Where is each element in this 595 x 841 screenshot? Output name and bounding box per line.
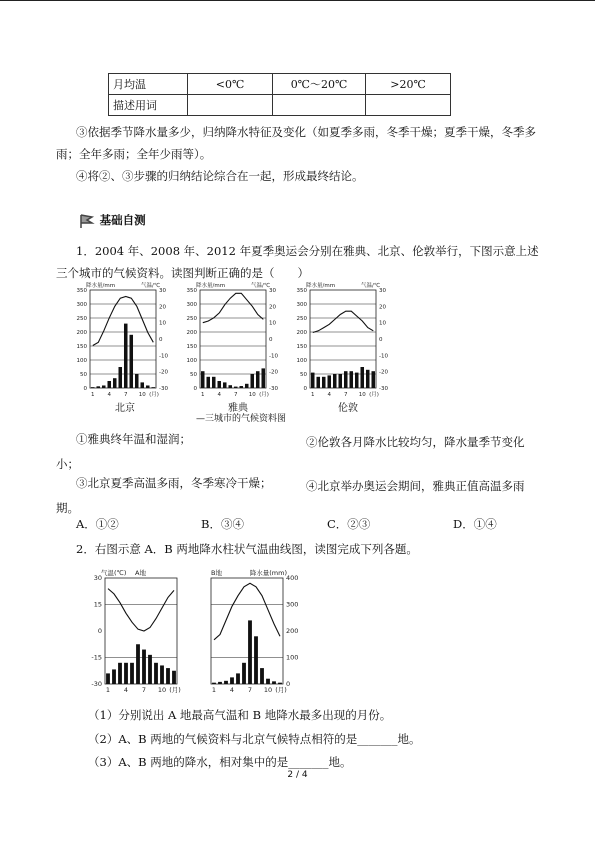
precipitation-bar [344, 371, 348, 388]
precipitation-bar [146, 385, 150, 388]
y-tick-label: 350 [76, 288, 87, 294]
option-c[interactable]: C．②③ [327, 517, 371, 531]
y-tick-label: 100 [186, 358, 197, 364]
y2-tick-label: -20 [379, 369, 388, 376]
x-tick-label: 10 [248, 392, 256, 397]
precipitation-bar [218, 682, 222, 684]
y2-axis-title: 气温/℃ [140, 283, 160, 289]
y-tick-label: 150 [76, 344, 87, 350]
section-title: 基础自测 [99, 213, 146, 227]
x-tick-label: 1 [211, 686, 217, 694]
precipitation-bar [106, 673, 110, 684]
y2-tick-label: 0 [286, 680, 291, 688]
x-tick-label: 1 [91, 392, 95, 397]
x-tick-label: (月) [275, 686, 287, 694]
precipitation-bar [118, 367, 122, 388]
precipitation-bar [250, 374, 254, 388]
y-axis-title: 降水量/mm [196, 283, 226, 289]
step3-text: ③依据季节降水量多少，归纳降水特征及变化（如夏季多雨，冬季干燥；夏季干燥，冬季多雨；全年多雨；全年少雨等）。 [56, 125, 536, 161]
precipitation-bar [360, 367, 364, 388]
chart-label: B地 [211, 569, 222, 577]
chart-athens [187, 282, 279, 397]
x-tick-label: 1 [201, 392, 205, 397]
precipitation-bar [212, 683, 216, 684]
statement-2: ②伦敦各月降水比较均匀，降水量季节变化小； [56, 435, 525, 471]
y-tick-label: 0 [303, 386, 307, 392]
precipitation-bar [239, 386, 243, 388]
precipitation-bar [142, 650, 146, 684]
table-cell [273, 95, 366, 116]
statement-3: ③北京夏季高温多雨，冬季寒冷干燥； [76, 476, 272, 490]
x-tick-label: 7 [141, 686, 147, 694]
y-tick-label: 350 [186, 288, 197, 294]
y-tick-label: 300 [76, 302, 87, 308]
precipitation-bar [266, 679, 270, 684]
y2-axis-title: 降水量(mm) [249, 569, 287, 577]
y-tick-label: 100 [76, 358, 87, 364]
q2-part-1: （1）分别说出 A 地最高气温和 B 地降水最多出现的月份。 [88, 708, 392, 722]
precipitation-bar [322, 377, 326, 388]
precipitation-bar [260, 668, 264, 684]
precipitation-bar [245, 384, 249, 388]
x-tick-label: 4 [107, 392, 111, 397]
y-tick-label: 250 [186, 316, 197, 322]
table-cell [188, 95, 273, 116]
x-tick-label: 4 [217, 392, 221, 397]
y-tick-label: 150 [186, 344, 197, 350]
temperature-description-table [108, 73, 451, 116]
y-tick-label: 50 [80, 372, 87, 378]
y2-tick-label: 0 [159, 337, 163, 343]
precipitation-bar [107, 381, 111, 388]
precipitation-bar [272, 681, 276, 684]
section-heading [78, 212, 146, 229]
y2-tick-label: -10 [269, 353, 278, 360]
table-cell [366, 95, 451, 116]
y2-tick-label: -30 [379, 386, 388, 392]
x-tick-label: 10 [358, 392, 366, 397]
x-tick-label: 7 [247, 686, 253, 694]
table-cell: >20℃ [366, 74, 451, 95]
statement-1: ①雅典终年温和湿润； [76, 432, 191, 446]
y2-tick-label: 30 [379, 288, 386, 294]
precipitation-bar [366, 370, 370, 388]
precipitation-bar [223, 382, 227, 388]
precipitation-bar [130, 663, 134, 684]
x-tick-label: (月) [369, 392, 379, 397]
y-tick-label: 300 [186, 302, 197, 308]
chart-title-athens: 雅典 [228, 403, 248, 414]
y-tick-label: 200 [186, 330, 197, 336]
precipitation-bar [311, 373, 315, 388]
y-axis-title: 降水量/mm [86, 283, 116, 289]
precipitation-bar [349, 371, 353, 388]
chart-a [91, 568, 180, 694]
plot-frame [105, 578, 177, 684]
y-tick-label: 200 [76, 330, 87, 336]
precipitation-bar [248, 620, 252, 684]
question-1-text: 1．2004 年、2008 年、2012 年夏季奥运会分别在雅典、北京、伦敦举行，下图示意上述三个城市的气候资料。读图判断正确的是（ ） [56, 244, 539, 280]
figure-caption: —三城市的气候资料图 [196, 414, 287, 424]
precipitation-bar [217, 381, 221, 388]
precipitation-bar [102, 385, 106, 388]
temperature-line [203, 293, 263, 322]
precipitation-bar [124, 663, 128, 684]
chart-beijing [77, 282, 169, 397]
temperature-line [214, 583, 280, 640]
x-tick-label: 4 [229, 686, 235, 694]
y2-tick-label: 400 [286, 574, 299, 582]
x-tick-label: (月) [169, 686, 181, 694]
y-tick-label: 0 [193, 386, 197, 392]
precipitation-bar [160, 665, 164, 684]
precipitation-bar [256, 371, 260, 388]
precipitation-bar [316, 377, 320, 388]
q2-part-2: （2）A、B 两地的气候资料与北京气候特点相符的是_______地。 [88, 732, 421, 746]
temperature-line [313, 311, 374, 332]
precipitation-bar [172, 671, 176, 684]
y2-tick-label: 20 [159, 304, 166, 311]
y2-tick-label: 30 [269, 288, 276, 294]
y2-tick-label: -10 [159, 353, 168, 360]
y-tick-label: 150 [296, 344, 307, 350]
x-tick-label: 4 [123, 686, 129, 694]
y-tick-label: 0 [83, 386, 87, 392]
y-tick-label: 250 [296, 316, 307, 322]
y2-tick-label: 20 [379, 304, 386, 311]
city-charts [70, 282, 400, 397]
precipitation-bar [166, 668, 170, 684]
y2-axis-title: 气温/℃ [360, 283, 380, 289]
precipitation-bar [124, 324, 128, 388]
y2-tick-label: -30 [269, 386, 278, 392]
precipitation-bar [148, 655, 152, 684]
x-tick-label: 10 [157, 686, 167, 694]
y-tick-label: 30 [93, 574, 102, 582]
precipitation-bar [254, 636, 258, 684]
chart-london [297, 282, 389, 397]
precipitation-bar [278, 683, 282, 684]
question-2-text: 2．右图示意 A．B 两地降水柱状气温曲线图，读图完成下列各题。 [76, 542, 418, 556]
precipitation-bar [230, 677, 234, 684]
y-tick-label: -15 [91, 653, 102, 662]
x-tick-label: 10 [263, 686, 273, 694]
y2-tick-label: 300 [286, 600, 299, 609]
page-top-rule [0, 0, 595, 1]
y2-tick-label: 200 [286, 627, 299, 635]
y-tick-label: 250 [76, 316, 87, 322]
statement-4: ④北京举办奥运会期间，雅典正值高温多雨期。 [56, 479, 525, 515]
ab-charts [85, 562, 315, 697]
y2-tick-label: -30 [159, 386, 168, 392]
precipitation-bar [242, 663, 246, 684]
y-tick-label: 50 [300, 372, 307, 378]
precipitation-bar [355, 373, 359, 388]
y-tick-label: 350 [296, 288, 307, 294]
precipitation-bar [129, 335, 133, 388]
option-b[interactable]: B．③④ [201, 517, 244, 531]
flag-icon [78, 213, 96, 229]
y2-axis-title: 气温/℃ [250, 283, 270, 289]
table-cell: 月均温 [109, 74, 188, 95]
precipitation-bar [112, 669, 116, 684]
y-axis-title: 降水量/mm [306, 283, 336, 289]
x-tick-label: 1 [311, 392, 315, 397]
y-tick-label: 300 [296, 302, 307, 308]
precipitation-bar [113, 378, 117, 388]
x-tick-label: 1 [105, 686, 111, 694]
table-cell: 0℃～20℃ [273, 74, 366, 95]
precipitation-bar [136, 644, 140, 684]
y2-tick-label: -10 [379, 353, 388, 360]
precipitation-bar [212, 377, 216, 388]
table-cell: <0℃ [188, 74, 273, 95]
y2-tick-label: 10 [269, 320, 276, 327]
step4-text: ④将②、③步骤的归纳结论综合在一起，形成最终结论。 [76, 169, 364, 183]
x-tick-label: 7 [234, 392, 238, 397]
precipitation-bar [224, 681, 228, 684]
y-tick-label: 100 [296, 358, 307, 364]
chart-b [211, 568, 298, 694]
precipitation-bar [118, 663, 122, 684]
precipitation-bar [234, 387, 238, 388]
x-tick-label: 7 [344, 392, 348, 397]
temperature-line [108, 589, 174, 631]
x-tick-label: 4 [327, 392, 331, 397]
x-tick-label: (月) [149, 392, 159, 397]
y2-tick-label: 0 [269, 337, 273, 343]
y-tick-label: 0 [97, 627, 102, 635]
y2-tick-label: 30 [159, 288, 166, 294]
y-tick-label: -30 [91, 680, 102, 688]
page-number: 2 / 4 [287, 770, 308, 780]
y-tick-label: 15 [93, 600, 102, 609]
chart-label: A地 [135, 569, 146, 577]
y2-tick-label: 0 [379, 337, 383, 343]
y-axis-title: 气温(℃) [101, 569, 127, 577]
precipitation-bar [154, 663, 158, 684]
precipitation-bar [327, 375, 331, 388]
precipitation-bar [91, 387, 95, 388]
chart-title-london: 伦敦 [338, 403, 358, 414]
chart-title-beijing: 北京 [115, 403, 135, 414]
x-tick-label: 7 [124, 392, 128, 397]
precipitation-bar [371, 371, 375, 388]
x-tick-label: 10 [138, 392, 146, 397]
precipitation-bar [201, 371, 205, 388]
y-tick-label: 200 [296, 330, 307, 336]
precipitation-bar [151, 387, 155, 388]
y2-tick-label: -20 [159, 369, 168, 376]
table-cell: 描述用词 [109, 95, 188, 116]
y2-tick-label: 10 [379, 320, 386, 327]
precipitation-bar [261, 368, 265, 388]
precipitation-bar [206, 377, 210, 388]
precipitation-bar [135, 374, 139, 388]
precipitation-bar [96, 386, 100, 388]
x-tick-label: (月) [259, 392, 269, 397]
option-a[interactable]: A．①② [76, 517, 119, 531]
y-tick-label: 50 [190, 372, 197, 378]
y2-tick-label: 20 [269, 304, 276, 311]
precipitation-bar [228, 385, 232, 388]
option-d[interactable]: D．①④ [453, 517, 497, 531]
q2-part-3: （3）A、B 两地的降水，相对集中的是_______地。 [88, 755, 352, 769]
y2-tick-label: 100 [286, 653, 299, 662]
precipitation-bar [140, 382, 144, 388]
precipitation-bar [338, 374, 342, 388]
precipitation-bar [333, 374, 337, 388]
precipitation-bar [236, 673, 240, 684]
y2-tick-label: 10 [159, 320, 166, 327]
y2-tick-label: -20 [269, 369, 278, 376]
